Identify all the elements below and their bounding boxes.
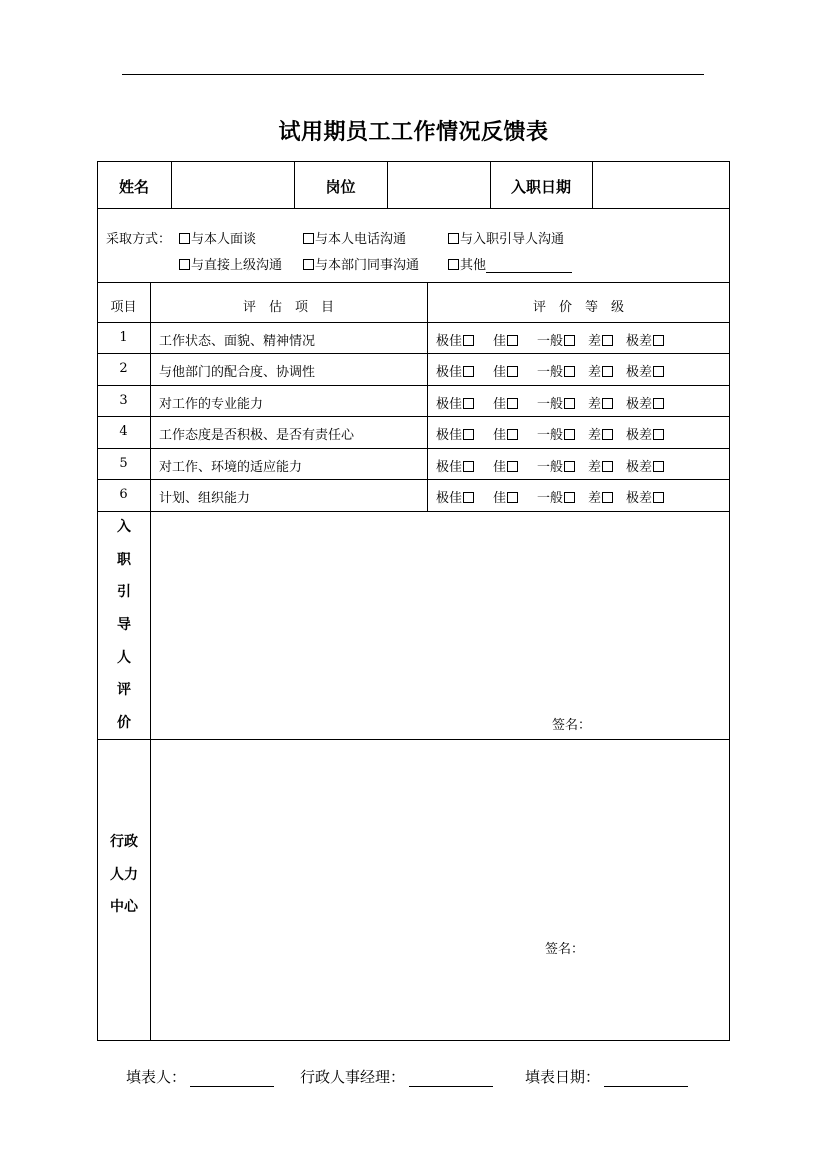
checkbox-icon[interactable] — [463, 492, 474, 503]
checkbox-icon[interactable] — [564, 461, 575, 472]
name-field[interactable] — [172, 162, 294, 208]
row-item: 工作状态、面貌、精神情况 — [159, 334, 316, 349]
grade-option[interactable] — [493, 487, 519, 506]
checkbox-icon[interactable] — [653, 492, 664, 503]
grade-label: 佳 — [493, 365, 507, 380]
admin-label: 行政 人力 中心 — [110, 834, 138, 916]
header-rule — [122, 74, 704, 75]
grade-option[interactable] — [626, 393, 665, 412]
checkbox-icon[interactable] — [564, 366, 575, 377]
grade-label: 佳 — [493, 460, 507, 475]
checkbox-icon[interactable] — [507, 492, 518, 503]
fill-date-label: 填表日期： — [525, 1068, 601, 1086]
position-label: 岗位 — [325, 178, 356, 196]
filled-by-input[interactable] — [190, 1070, 274, 1087]
method-option[interactable]: 与入职引导人沟通 — [447, 228, 564, 247]
mentor-label: 入 职 引 导 人 评 价 — [117, 519, 131, 732]
checkbox-icon[interactable] — [602, 461, 613, 472]
method-option[interactable]: 与本人电话沟通 — [302, 228, 406, 247]
checkbox-icon[interactable] — [463, 429, 474, 440]
checkbox-icon[interactable] — [448, 259, 459, 270]
checkbox-icon[interactable] — [179, 259, 190, 270]
grade-option[interactable] — [537, 487, 576, 506]
checkbox-icon[interactable] — [463, 398, 474, 409]
method-option-other[interactable]: 其他 — [447, 254, 572, 273]
checkbox-icon[interactable] — [564, 398, 575, 409]
filled-by-label: 填表人： — [126, 1068, 187, 1086]
grade-option[interactable] — [537, 330, 576, 349]
checkbox-icon[interactable] — [602, 429, 613, 440]
form-title: 试用期员工工作情况反馈表 — [278, 120, 549, 145]
row-item: 计划、组织能力 — [159, 491, 251, 506]
grade-option[interactable] — [537, 456, 576, 475]
manager — [300, 1066, 493, 1087]
checkbox-icon[interactable] — [653, 429, 664, 440]
grade-label: 极佳 — [436, 460, 463, 475]
row-number: 3 — [119, 393, 128, 408]
grade-label: 佳 — [493, 491, 507, 506]
row-item: 对工作的专业能力 — [159, 397, 264, 412]
row-item: 对工作、环境的适应能力 — [159, 460, 303, 475]
checkbox-icon[interactable] — [564, 429, 575, 440]
col-header-item: 项目 — [110, 300, 137, 315]
checkbox-icon[interactable] — [303, 259, 314, 270]
row-item: 工作态度是否积极、是否有责任心 — [159, 428, 355, 443]
grade-label: 差 — [588, 491, 602, 506]
grade-option[interactable] — [537, 393, 576, 412]
checkbox-icon[interactable] — [179, 233, 190, 244]
position-field[interactable] — [388, 162, 490, 208]
grade-label: 极差 — [626, 365, 653, 380]
methods-label: 采取方式： — [106, 232, 172, 247]
grade-option[interactable] — [537, 424, 576, 443]
grade-option[interactable] — [436, 487, 475, 506]
grade-label: 极差 — [626, 397, 653, 412]
mentor-signature-label: 签名： — [552, 718, 592, 733]
grade-option[interactable] — [588, 424, 614, 443]
checkbox-icon[interactable] — [602, 492, 613, 503]
grade-option[interactable] — [537, 361, 576, 380]
grade-option[interactable] — [626, 487, 665, 506]
grade-option[interactable] — [588, 361, 614, 380]
other-input[interactable] — [486, 258, 572, 273]
grade-label: 极佳 — [436, 491, 463, 506]
checkbox-icon[interactable] — [463, 461, 474, 472]
grade-option[interactable] — [493, 456, 519, 475]
grade-label: 一般 — [537, 334, 564, 349]
checkbox-icon[interactable] — [653, 398, 664, 409]
grade-label: 极差 — [626, 460, 653, 475]
grade-label: 一般 — [537, 460, 564, 475]
grade-label: 佳 — [493, 428, 507, 443]
row-item: 与他部门的配合度、协调性 — [159, 365, 316, 380]
col-header-eval: 评 估 项 目 — [242, 300, 334, 315]
checkbox-icon[interactable] — [602, 335, 613, 346]
grade-option[interactable] — [588, 330, 614, 349]
checkbox-icon[interactable] — [564, 492, 575, 503]
grade-option[interactable] — [436, 361, 475, 380]
fill-date-input[interactable] — [604, 1070, 688, 1087]
admin-signature-label: 签名： — [545, 942, 585, 957]
grade-label: 差 — [588, 365, 602, 380]
join-date-label: 入职日期 — [510, 178, 571, 196]
checkbox-icon[interactable] — [507, 429, 518, 440]
grade-label: 差 — [588, 397, 602, 412]
grade-label: 极佳 — [436, 365, 463, 380]
method-option[interactable]: 与直接上级沟通 — [178, 254, 282, 273]
grade-label: 极佳 — [436, 334, 463, 349]
grade-label: 佳 — [493, 334, 507, 349]
grade-option[interactable] — [626, 424, 665, 443]
grade-label: 极佳 — [436, 397, 463, 412]
grade-option[interactable] — [588, 393, 614, 412]
checkbox-icon[interactable] — [463, 335, 474, 346]
checkbox-icon[interactable] — [602, 398, 613, 409]
grade-label: 差 — [588, 334, 602, 349]
row-number: 6 — [119, 487, 128, 502]
grade-label: 一般 — [537, 365, 564, 380]
join-date-field[interactable] — [593, 162, 729, 208]
checkbox-icon[interactable] — [507, 398, 518, 409]
row-number: 5 — [119, 456, 128, 471]
grade-label: 佳 — [493, 397, 507, 412]
checkbox-icon[interactable] — [653, 366, 664, 377]
grade-label: 差 — [588, 428, 602, 443]
manager-input[interactable] — [409, 1070, 493, 1087]
filled-by — [126, 1066, 274, 1087]
grade-option[interactable] — [626, 330, 665, 349]
grade-option[interactable] — [626, 456, 665, 475]
checkbox-icon[interactable] — [507, 335, 518, 346]
grade-option[interactable] — [588, 487, 614, 506]
checkbox-icon[interactable] — [448, 233, 459, 244]
grade-option[interactable] — [626, 361, 665, 380]
row-number: 2 — [119, 361, 128, 376]
grade-option[interactable] — [493, 361, 519, 380]
checkbox-icon[interactable] — [564, 335, 575, 346]
grade-option[interactable] — [436, 424, 475, 443]
mentor-comment-area[interactable] — [151, 512, 729, 739]
grade-option[interactable] — [436, 456, 475, 475]
grade-label: 差 — [588, 460, 602, 475]
col-header-grade: 评 价 等 级 — [532, 300, 624, 315]
checkbox-icon[interactable] — [507, 366, 518, 377]
grade-option[interactable] — [493, 393, 519, 412]
method-option[interactable]: 与本人面谈 — [178, 228, 256, 247]
name-label: 姓名 — [118, 178, 149, 196]
grade-option[interactable] — [493, 424, 519, 443]
method-option[interactable]: 与本部门同事沟通 — [302, 254, 419, 273]
checkbox-icon[interactable] — [303, 233, 314, 244]
grade-label: 一般 — [537, 397, 564, 412]
fill-date — [525, 1066, 688, 1087]
grade-option[interactable] — [436, 393, 475, 412]
checkbox-icon[interactable] — [507, 461, 518, 472]
grade-label: 极差 — [626, 428, 653, 443]
grade-label: 极差 — [626, 334, 653, 349]
checkbox-icon[interactable] — [602, 366, 613, 377]
manager-label: 行政人事经理： — [300, 1068, 406, 1086]
checkbox-icon[interactable] — [653, 461, 664, 472]
admin-comment-area[interactable] — [151, 740, 729, 1040]
grade-option[interactable] — [588, 456, 614, 475]
row-number: 4 — [119, 424, 128, 439]
grade-label: 极佳 — [436, 428, 463, 443]
row-number: 1 — [119, 330, 128, 345]
grade-label: 一般 — [537, 491, 564, 506]
checkbox-icon[interactable] — [463, 366, 474, 377]
grade-option[interactable] — [493, 330, 519, 349]
grade-label: 极差 — [626, 491, 653, 506]
grade-option[interactable] — [436, 330, 475, 349]
grade-label: 一般 — [537, 428, 564, 443]
checkbox-icon[interactable] — [653, 335, 664, 346]
